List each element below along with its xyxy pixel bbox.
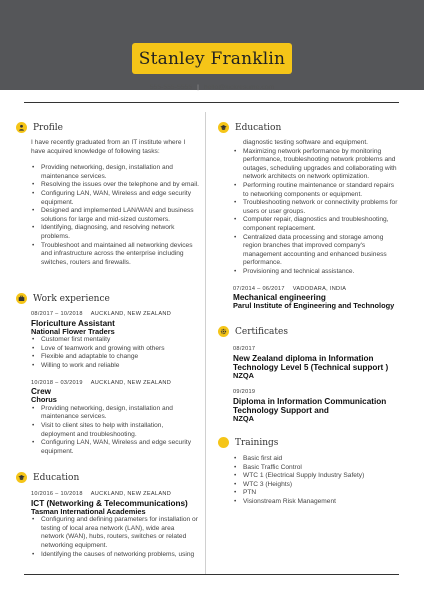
phone-text: 555-555-5555 xyxy=(149,84,193,91)
list-item: • Maximizing network performance by monitoring performance, troubleshooting network problems and outages, scheduling upgrades and collaborating with network architects on network optimization. xyxy=(233,148,401,182)
list-item: • Identifying the causes of networking problems, using xyxy=(31,551,199,560)
name-banner xyxy=(132,43,292,74)
person-icon xyxy=(16,122,27,133)
certificates-heading xyxy=(218,326,288,337)
list-item: • Configuring LAN, WAN, Wireless and edge security equipment. xyxy=(31,190,199,207)
list-item: • PTN xyxy=(233,489,403,498)
profile-title: Profile xyxy=(33,122,63,133)
education-dates: 07/2014 – 06/2017 xyxy=(233,285,285,292)
education-continued-text: diagnostic testing software and equipment. xyxy=(243,139,368,146)
profile-list xyxy=(31,164,199,267)
job-location: AUCKLAND, NEW ZEALAND xyxy=(90,311,172,317)
list-item: • Providing networking, design, installation and maintenance services. xyxy=(31,164,199,181)
list-item: • Configuring and defining parameters for installation or testing of local area network (LAN), wide area network (WAN), hubs, routers, switches or related networking equipment. xyxy=(31,516,199,550)
education-meta xyxy=(31,490,199,499)
education-dates: 10/2016 – 10/2018 xyxy=(31,491,83,497)
certificates-section xyxy=(233,345,403,423)
trainings-title: Trainings xyxy=(235,437,279,448)
education-title: Education xyxy=(33,472,80,483)
education-school: Parul Institute of Engineering and Technology xyxy=(233,301,395,311)
education-location: AUCKLAND, NEW ZEALAND xyxy=(90,491,172,497)
header-divider xyxy=(24,102,399,103)
contact-line xyxy=(0,84,424,91)
education-title: Education xyxy=(235,122,282,133)
education-location: VADODARA, INDIA xyxy=(292,285,347,292)
job-dates: 10/2018 – 03/2019 xyxy=(31,379,83,386)
briefcase-icon xyxy=(16,293,27,304)
job-meta xyxy=(31,379,199,388)
column-divider xyxy=(205,112,206,574)
job-role: Floriculture Assistant xyxy=(31,318,115,328)
education-section xyxy=(31,490,199,559)
list-item: • WTC 3 (Heights) xyxy=(233,481,403,490)
job-role: Crew xyxy=(31,387,52,397)
education-list xyxy=(233,148,401,277)
graduation-cap-icon xyxy=(16,472,27,483)
list-item: • Resolving the issues over the telephone and by email. xyxy=(31,181,199,190)
list-item: • Customer first mentality xyxy=(31,336,199,345)
job-dates: 08/2017 – 10/2018 xyxy=(31,311,83,317)
list-item: • WTC 1 (Electrical Supply Industry Safety) xyxy=(233,472,403,481)
education-section-continued xyxy=(233,139,401,311)
list-item: • Visit to client sites to help with installation, deployment and troubleshooting. xyxy=(31,422,199,439)
work-title: Work experience xyxy=(33,293,110,304)
certificate-date: 08/2017 xyxy=(233,346,256,352)
education-heading-continued xyxy=(218,122,281,133)
profile-heading xyxy=(16,122,63,133)
certificate-issuer: NZQA xyxy=(233,370,254,380)
profile-intro: I have recently graduated from an IT institute where I have acquired knowledge of following tasks: xyxy=(31,139,186,155)
work-heading xyxy=(16,293,110,304)
profile-section xyxy=(31,139,199,267)
list-item: • Love of teamwork and growing with others xyxy=(31,345,199,354)
trainings-dot-icon xyxy=(218,437,229,448)
work-section xyxy=(31,310,199,456)
education-degree: Mechanical engineering xyxy=(233,293,326,303)
certificate-date: 09/2019 xyxy=(233,389,256,396)
email-link[interactable]: hello@kickresume.com xyxy=(203,84,275,91)
certificate-name: New Zealand diploma in Information Technology Level 5 (Technical support ) xyxy=(233,353,389,372)
gear-icon xyxy=(218,326,229,337)
certificate-issuer: NZQA xyxy=(233,413,254,423)
list-item: • Willing to work and reliable xyxy=(31,362,199,371)
graduation-cap-icon xyxy=(218,122,229,133)
certificates-title: Certificates xyxy=(235,326,288,337)
certificate-name: Diploma in Information Communication Technology Support and xyxy=(233,396,387,415)
list-item: • Basic Traffic Control xyxy=(233,464,403,473)
job-duties xyxy=(31,405,199,457)
education-school: Tasman International Academies xyxy=(31,506,146,516)
list-item: • Provisioning and technical assistance. xyxy=(233,268,401,277)
trainings-section xyxy=(233,455,403,507)
list-item: • Performing routine maintenance or standard repairs to networking components or equipment. xyxy=(233,182,401,199)
job-location: AUCKLAND, NEW ZEALAND xyxy=(90,379,172,386)
list-item: • Designed and implemented LAN/WAN and business solutions for large and mid-sized customers. xyxy=(31,207,199,224)
job-meta xyxy=(31,310,199,319)
list-item: • Troubleshooting network or connectivity problems for users or user groups. xyxy=(233,199,401,216)
trainings-heading xyxy=(218,437,278,448)
education-degree: ICT (Networking & Telecommunications) xyxy=(31,498,188,508)
trainings-list xyxy=(233,455,403,507)
candidate-name: Stanley Franklin xyxy=(138,48,286,69)
job-org: National Flower Traders xyxy=(31,326,115,336)
list-item: • Identifying, diagnosing, and resolving network problems. xyxy=(31,224,199,241)
contact-separator: | xyxy=(197,84,199,91)
education-list xyxy=(31,516,199,559)
list-item: • Configuring LAN, WAN, Wireless and edge security equipment. xyxy=(31,439,199,456)
list-item: • Computer repair, diagnostics and troubleshooting, component replacement. xyxy=(233,216,401,233)
job-duties xyxy=(31,336,199,370)
list-item: • Basic first aid xyxy=(233,455,403,464)
list-item: • Troubleshoot and maintained all networking devices and infrastructure across the enterprise including switches, routers and firewalls. xyxy=(31,242,199,268)
footer-divider xyxy=(24,574,399,575)
list-item: • Flexible and adaptable to change xyxy=(31,353,199,362)
education-heading xyxy=(16,472,79,483)
list-item: • Centralized data processing and storage among region branches that improved company's management accounting and enhanced business performance. xyxy=(233,234,401,268)
job-org: Chorus xyxy=(31,395,57,405)
list-item: • Visionstream Risk Management xyxy=(233,498,403,507)
education-meta xyxy=(233,285,401,294)
list-item: • Providing networking, design, installation and maintenance services. xyxy=(31,405,199,422)
